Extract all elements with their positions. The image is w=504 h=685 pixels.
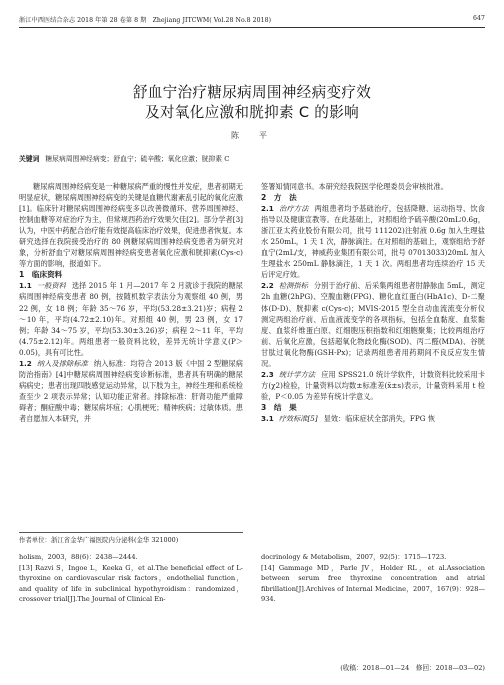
paragraph-text: 显效：临床症状全部消失，FPG 恢 [323,413,435,423]
article-title-line2: 及对氧化应激和胱抑素 C 的影响 [145,104,359,121]
subsection-2-1 [261,203,485,280]
references-left [19,552,243,605]
keywords-text: 糖尿病周围神经病变；舒血宁；硫辛酸；氧化应激；胱抑素 C [45,155,230,163]
section-heading-2: 2 方 法 [261,193,297,203]
header-journal: 浙江中西医结合杂志 2018 年第 28 卷第 8 期 Zhejiang JITCWM( Vol.28 No.8 2018) [19,17,272,24]
reference-item: [13] Razvi S，Ingoe L，Keeka G，et al.The beneficial effect of L-thyroxine on cardiovascular risk factors，endothelial function，and quality of life in subclinical hypothyroidism：randomized，crossover trial[J].The Journal of Clinical En- [19,563,243,603]
subsection-title: 一般资料 [36,281,66,291]
right-column [261,181,485,424]
paragraph-continued: 签署知情同意书。本研究经我院医学伦理委员会审核批准。 [261,182,448,191]
subsection-title: 治疗方法 [278,204,309,214]
subsection-2-2 [261,280,485,368]
reference-item: [14] Gammage MD，Parle JV，Holder RL，et al.Association between serum free thyroxine concentration and atrial fibrillation[J].Archives of Internal Medicine，2007，167(9)：928—934. [261,563,485,603]
reference-item: holism，2003，88(6)：2438—2444. [19,553,138,561]
author-affiliation-footnote: 作者单位：浙江省金华广福医院内分泌科(金华 321000) [19,532,243,544]
subsection-1-2 [19,358,243,424]
subsection-number: 1.1 [19,281,32,291]
author: 陈 平 [231,131,273,140]
subsection-number: 2.2 [261,281,274,291]
keywords [19,153,485,163]
header-rule [19,27,485,28]
subsection-title: 检测指标 [278,281,308,291]
subsection-2-3 [261,369,485,402]
subsection-1-1 [19,280,243,357]
section-heading-3: 3 结 果 [261,402,297,412]
paragraph-text: 应用 SPSS21.0 统计学软件，计数资料比较采用卡方(χ2)检验，计量资料以均数±标准差(x̄±s)表示，计量资料采用 t 检验，P＜0.05 为差异有统计学意义。 [261,369,485,401]
subsection-title: 统计学方法 [278,369,316,379]
received-dates: (收稿：2018—01—24 修回：2018—03—02) [340,664,485,672]
intro-paragraph: 糖尿病周围神经病变是一种糖尿病严重的慢性并发症，患者初期无明显症状，糖尿病周围神经病变的关键是血糖代谢紊乱引起的氧化应激[1]。临床针对糖尿病周围神经病变多以改善微循环、营养周围神经、控制血糖等对症治疗为主，但常规西药治疗效果欠佳[2]。部分学者[3]认为，中医中药配合治疗能有效提高临床治疗效果，促进患者恢复。本研究选择在我院接受治疗的 80 例糖尿病周围神经病变患者为研究对象，分析舒血宁对糖尿病周围神经病变患者氧化应激和胱抑素(Cys-c)等方面的影响，报道如下。 [19,182,243,269]
running-header [19,15,485,29]
paragraph-text: 选择 2015 年 1 月—2017 年 2 月就诊于我院的糖尿病周围神经病变患者 80 例，按随机数字表法分为观察组 40 例，男 22 例，女 18 例；年龄 35～76 岁，平均(53.28±3.21)岁；病程 2～10 年，平均(4.72±2.10)年。对照组 40 例，男 23 例，女 17 例；年龄 34～75 岁，平均(53.30±3.26)岁；病程 2～11 年，平均(4.75±2.12)年。两组患者一般资料比较，差异无统计学意义(P＞0.05)，具有可比性。 [19,281,243,357]
subsection-number: 3.1 [261,413,274,423]
paragraph-text: 纳入标准：均符合 2013 版《中国 2 型糖尿病防治指南》[4]中糖尿病周围神经病变诊断标准，患者具有明确的糖尿病病史；患者出现四肢感觉运动异常，以下肢为主，神经生理和系统检查至少 2 项表示异常；认知功能正常者。排除标准：肝肾功能严重障碍者；酮症酸中毒；糖尿病坏疽；心肌梗死；精神疾病；过敏体质。患者自愿加入本研究，并 [19,358,243,423]
subsection-number: 2.1 [261,204,274,214]
left-column [19,181,243,424]
page-number: 647 [473,15,485,22]
section-heading-1: 1 临床资料 [19,270,63,280]
references-right [261,552,485,605]
subsection-number: 1.2 [19,358,32,368]
keywords-label: 关键词 [19,155,40,163]
subsection-3-1 [261,413,485,424]
subsection-title: 疗效标准[5] [278,413,318,423]
paragraph-text: 两组患者均予基础治疗，包括降糖、运动指导、饮食指导以及健康宣教等。在此基础上，对照组给予硫辛酸(20mL∶0.6g，浙江亚太药业股份有限公司，批号 111202)注射液 0.6g 加入生理盐水 250mL，1 天 1 次，静脉滴注。在对照组的基础上，观察组给予舒血宁(2mL/支，神威药业集团有限公司，批号 07013033)20mL 加入生理盐水 250mL 静脉滴注，1 天 1 次。两组患者均连续治疗 15 天后评定疗效。 [261,204,485,280]
paragraph-text: 分别于治疗前、后采集两组患者肘静脉血 5mL，测定 2h 血糖(2hPG)、空腹血糖(FPG)、糖化血红蛋白(HbA1c)、D-二聚体(D-D)、胱抑素 c(Cys-c)；MVIS-2015 型全自动血流流变分析仪测定两组治疗前、后血液流变学的各项指标，包括全血黏度、血浆黏度、血浆纤维蛋白原、红细胞压积指数和红细胞聚集；比较两组治疗前、后氧化应激，包括超氧化物歧化酶(SOD)、丙二醛(MDA)、谷胱甘肽过氧化物酶(GSH-Px)；记录两组患者用药期间不良反应发生情况。 [261,281,485,368]
reference-item: docrinology & Metabolism，2007，92(5)：1715—1723. [261,553,447,561]
article-title-line1: 舒血宁治疗糖尿病周围神经病变疗效 [132,84,372,101]
subsection-number: 2.3 [261,369,274,379]
subsection-title: 纳入及排除标准 [36,358,88,368]
